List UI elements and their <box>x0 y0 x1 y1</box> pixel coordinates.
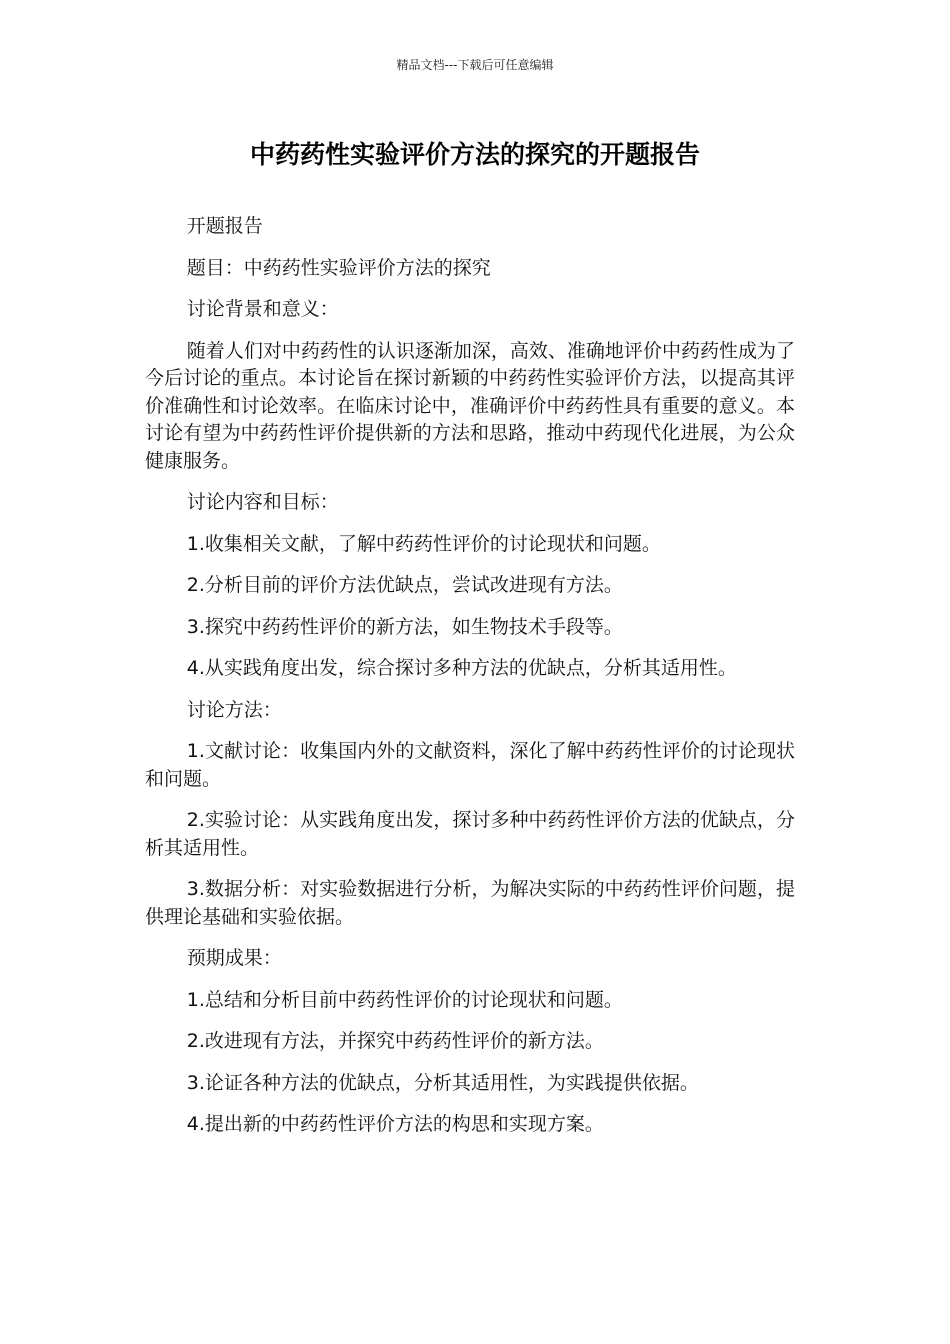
section-heading-expected-results: 预期成果： <box>186 947 282 969</box>
list-item-goal-3: 3.探究中药药性评价的新方法，如生物技术手段等。 <box>186 615 623 638</box>
list-item-result-3: 3.论证各种方法的优缺点，分析其适用性，为实践提供依据。 <box>186 1071 699 1094</box>
list-item-result-1: 1.总结和分析目前中药药性评价的讨论现状和问题。 <box>186 988 623 1011</box>
section-heading-methods: 讨论方法： <box>186 698 282 721</box>
list-item-method-3: 3.数据分析：对实验数据进行分析，为解决实际的中药药性评价问题，提供理论基础和实验依据。 <box>145 878 795 928</box>
list-item-goal-1: 1.收集相关文献，了解中药药性评价的讨论现状和问题。 <box>186 532 661 555</box>
section-heading-content-goals: 讨论内容和目标： <box>186 491 339 513</box>
list-item-method-2: 2.实验讨论：从实践角度出发，探讨多种中药药性评价方法的优缺点，分析其适用性。 <box>145 809 795 859</box>
list-item-goal-4: 4.从实践角度出发，综合探讨多种方法的优缺点，分析其适用性。 <box>186 657 737 679</box>
paragraph-background: 随着人们对中药药性的认识逐渐加深，高效、准确地评价中药药性成为了今后讨论的重点。本讨论旨在探讨新颖的中药药性实验评价方法，以提高其评价准确性和讨论效率。在临床讨论中，准确评价中药药性具有重要的意义。本讨论有望为中药药性评价提供新的方法和思路，推动中药现代化进展，为公众健康服务。 <box>145 339 795 472</box>
list-item-result-4: 4.提出新的中药药性评价方法的构思和实现方案。 <box>186 1113 604 1135</box>
list-item-goal-2: 2.分析目前的评价方法优缺点，尝试改进现有方法。 <box>186 574 623 596</box>
paragraph-report-label: 开题报告 <box>186 215 263 237</box>
document-body <box>145 213 795 1153</box>
list-item-result-2: 2.改进现有方法，并探究中药药性评价的新方法。 <box>186 1030 604 1052</box>
paragraph-topic: 题目：中药药性实验评价方法的探究 <box>186 256 491 279</box>
document-title: 中药药性实验评价方法的探究的开题报告 <box>249 140 700 169</box>
section-heading-background: 讨论背景和意义： <box>186 298 339 320</box>
list-item-method-1: 1.文献讨论：收集国内外的文献资料，深化了解中药药性评价的讨论现状和问题。 <box>145 740 795 790</box>
page-header-watermark: 精品文档---下载后可任意编辑 <box>396 58 554 72</box>
